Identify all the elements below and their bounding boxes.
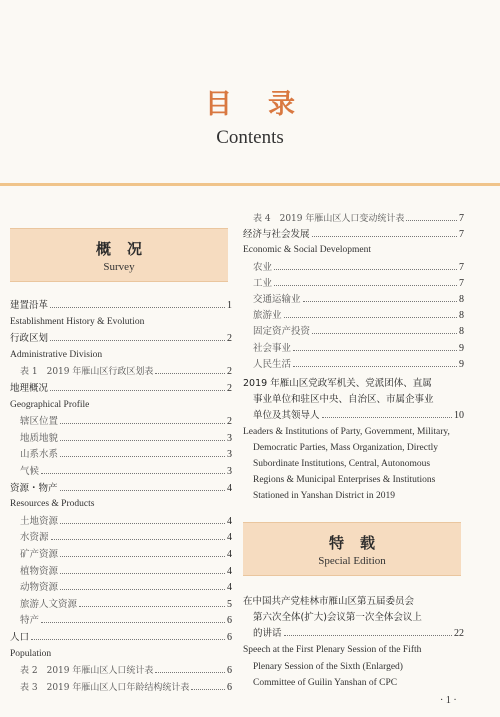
speech-en-line-2: Plenary Session of the Sixth (Enlarged) — [253, 662, 403, 672]
page-number: 7 — [459, 277, 464, 289]
toc-entry[interactable] — [243, 292, 464, 307]
dot-leader — [60, 490, 225, 491]
dot-leader — [79, 606, 225, 607]
toc-entry-label: 表 1 2019 年雁山区行政区划表 — [20, 367, 154, 378]
toc-entry[interactable] — [10, 597, 232, 612]
toc-entry[interactable] — [10, 680, 232, 695]
toc-entry[interactable] — [10, 414, 232, 429]
toc-entry-label: 人口 — [10, 632, 30, 643]
toc-entry[interactable] — [10, 481, 232, 496]
page-number: 3 — [227, 449, 232, 461]
dot-leader — [51, 539, 225, 540]
page-number: 8 — [459, 326, 464, 338]
toc-entry-label: 旅游业 — [253, 310, 282, 322]
toc-entry-label: Population — [10, 648, 52, 659]
toc-entry-label: 人民生活 — [253, 358, 292, 370]
toc-entry[interactable] — [243, 324, 464, 339]
toc-entry[interactable] — [243, 260, 464, 275]
toc-entry[interactable] — [243, 211, 464, 226]
dot-leader — [50, 307, 225, 308]
toc-entry[interactable] — [10, 514, 232, 529]
toc-entry-label: 固定资产投资 — [253, 326, 311, 338]
dot-leader — [60, 589, 225, 590]
toc-entry-label: 行政区划 — [10, 333, 49, 345]
toc-entry-en-subtitle — [10, 497, 232, 512]
dot-leader — [312, 236, 457, 237]
toc-entry-label: Establishment History & Evolution — [10, 316, 145, 327]
toc-entry-en-subtitle — [10, 315, 232, 330]
toc-entry[interactable] — [10, 613, 232, 628]
toc-entry-label: 动物资源 — [20, 582, 59, 594]
dot-leader — [50, 340, 225, 341]
toc-entry[interactable] — [10, 298, 232, 313]
toc-entry-en-subtitle — [10, 398, 232, 413]
dot-leader — [50, 390, 225, 391]
page-number: 3 — [227, 432, 232, 444]
dot-leader — [312, 333, 457, 334]
page-number: 7 — [459, 261, 464, 273]
toc-entry[interactable] — [10, 547, 232, 562]
dot-leader — [155, 672, 225, 673]
page-number: 2 — [227, 366, 232, 378]
toc-entry[interactable] — [10, 331, 232, 346]
section-title-en: Special Edition — [318, 555, 386, 567]
toc-entry[interactable] — [10, 447, 232, 462]
leaders-title-line-2: 事业单位和驻区中央、自治区、市属企事业 — [253, 394, 434, 405]
toc-entry[interactable] — [10, 580, 232, 595]
page-number: 3 — [227, 466, 232, 477]
dot-leader — [60, 556, 225, 557]
toc-entry-label: 资源・物产 — [10, 482, 58, 494]
leaders-en-line-5: Stationed in Yanshan District in 2019 — [253, 491, 395, 501]
speech-title-line-3: 的讲话 — [253, 628, 282, 639]
toc-entry[interactable] — [243, 357, 464, 372]
toc-entry-label: 土地资源 — [20, 515, 59, 527]
leaders-en-line-4: Regions & Municipal Enterprises & Institutions — [253, 475, 436, 485]
toc-entry-en-subtitle — [10, 348, 232, 363]
toc-entry-label: Geographical Profile — [10, 399, 90, 410]
dot-leader — [284, 317, 457, 318]
toc-entry-en-subtitle — [243, 243, 464, 258]
page-number: 8 — [459, 294, 464, 305]
section-title-cn: 概况 — [95, 240, 158, 258]
toc-entry[interactable] — [10, 663, 232, 678]
page-number: 6 — [227, 681, 232, 693]
page-number: 6 — [227, 665, 232, 677]
page-number: 22 — [454, 628, 464, 639]
toc-entry-label: 植物资源 — [20, 565, 59, 577]
dot-leader — [303, 301, 457, 302]
toc-entry-label: 交通运输业 — [253, 294, 301, 305]
leaders-en-line-3: Subordinate Institutions, Central, Autonomous — [253, 459, 431, 469]
toc-entry[interactable] — [243, 276, 464, 291]
page-number: 4 — [227, 582, 232, 594]
section-banner-special — [243, 522, 461, 576]
toc-entry-label: 表 4 2019 年雁山区人口变动统计表 — [253, 214, 405, 224]
toc-entry-label: 气候 — [20, 466, 40, 477]
page-title-cn: 目录 — [205, 89, 331, 120]
dot-leader — [31, 639, 225, 640]
toc-entry-label: 社会事业 — [253, 342, 292, 354]
toc-entry-label: 地质地貌 — [20, 432, 59, 444]
dot-leader — [41, 473, 225, 474]
speech-title-line-2: 第六次全体(扩大)会议第一次全体会议上 — [253, 612, 422, 623]
page-number: 6 — [227, 615, 232, 627]
toc-entry-label: 特产 — [20, 615, 40, 627]
page-number: 7 — [459, 213, 464, 224]
toc-entry-en-subtitle — [10, 647, 232, 662]
page-number: 6 — [227, 632, 232, 643]
section-banner-survey — [10, 228, 228, 282]
toc-entry-label: 农业 — [253, 261, 273, 273]
dot-leader — [274, 285, 457, 286]
page-number: 2 — [227, 416, 232, 428]
dot-leader — [60, 523, 225, 524]
page-number: 4 — [227, 482, 232, 494]
header — [0, 0, 500, 183]
toc-entry-label: 矿产资源 — [20, 549, 59, 560]
speech-en-line-1: Speech at the First Plenary Session of the Fifth — [243, 645, 422, 655]
toc-entry-label: 经济与社会发展 — [243, 229, 310, 241]
toc-entry[interactable] — [10, 464, 232, 479]
toc-entry-label: Economic & Social Development — [243, 245, 371, 256]
page-number: 9 — [459, 358, 464, 370]
dot-leader — [60, 573, 225, 574]
toc-entry-label: 旅游人文资源 — [20, 598, 78, 610]
section-title-cn: 特载 — [328, 534, 391, 552]
toc-entry[interactable] — [10, 364, 232, 379]
dot-leader — [155, 373, 225, 374]
toc-entry[interactable] — [243, 341, 464, 356]
page-number: 9 — [459, 342, 464, 354]
page-title-en: Contents — [216, 127, 284, 148]
toc-entry-label: 表 3 2019 年雁山区人口年龄结构统计表 — [20, 682, 190, 693]
dot-leader — [60, 456, 225, 457]
toc-entry-label: 水资源 — [20, 532, 49, 544]
toc-entry-leaders-tail[interactable] — [243, 408, 464, 423]
toc-entry-speech[interactable] — [243, 626, 464, 641]
toc-entry-label: Resources & Products — [10, 499, 95, 510]
toc-entry-label: 山系水系 — [20, 449, 59, 461]
dot-leader — [191, 689, 225, 690]
dot-leader — [60, 423, 225, 424]
leaders-en-line-2: Democratic Parties, Mass Organization, Directly — [253, 443, 439, 453]
page-number: 2 — [227, 383, 232, 394]
page-number: 4 — [227, 532, 232, 544]
dot-leader — [284, 635, 452, 636]
toc-entry-label: 表 2 2019 年雁山区人口统计表 — [20, 666, 154, 677]
page-number: 5 — [227, 598, 232, 610]
toc-entry-leaders[interactable] — [243, 376, 464, 391]
toc-entry-label: 辖区位置 — [20, 416, 59, 428]
page-number: 4 — [227, 565, 232, 577]
page-number-footer: · 1 · — [440, 695, 457, 706]
toc-entry-label: 地理概况 — [10, 383, 49, 394]
dot-leader — [322, 417, 452, 418]
section-title-en: Survey — [103, 261, 135, 273]
toc-entry[interactable] — [10, 630, 232, 645]
leaders-en-line-1: Leaders & Institutions of Party, Government, Military, — [243, 427, 450, 437]
page-number: 10 — [454, 410, 464, 421]
header-divider — [0, 183, 500, 186]
page-number: 1 — [227, 300, 232, 311]
dot-leader — [41, 622, 225, 623]
page-number: 4 — [227, 515, 232, 527]
speech-en-line-3: Committee of Guilin Yanshan of CPC — [253, 678, 398, 688]
page-number: 8 — [459, 310, 464, 322]
leaders-title-line-1: 2019 年雁山区党政军机关、党派团体、直属 — [243, 378, 432, 389]
dot-leader — [406, 220, 457, 221]
dot-leader — [274, 269, 457, 270]
dot-leader — [293, 366, 457, 367]
toc-entry-label: Administrative Division — [10, 349, 103, 360]
toc-entry[interactable] — [243, 227, 464, 242]
toc-entry[interactable] — [10, 431, 232, 446]
page-number: 7 — [459, 229, 464, 241]
toc-entry[interactable] — [243, 308, 464, 323]
toc-entry-label: 工业 — [253, 277, 273, 289]
page-number: 2 — [227, 333, 232, 345]
toc-entry-label: 建置沿革 — [10, 300, 49, 311]
toc-entry[interactable] — [10, 530, 232, 545]
page-number: 4 — [227, 549, 232, 560]
leaders-title-line-3: 单位及其领导人 — [253, 410, 320, 421]
dot-leader — [293, 350, 457, 351]
dot-leader — [60, 440, 225, 441]
speech-title-line-1: 在中国共产党桂林市雁山区第五届委员会 — [243, 596, 415, 607]
toc-entry[interactable] — [10, 381, 232, 396]
toc-entry[interactable] — [10, 564, 232, 579]
